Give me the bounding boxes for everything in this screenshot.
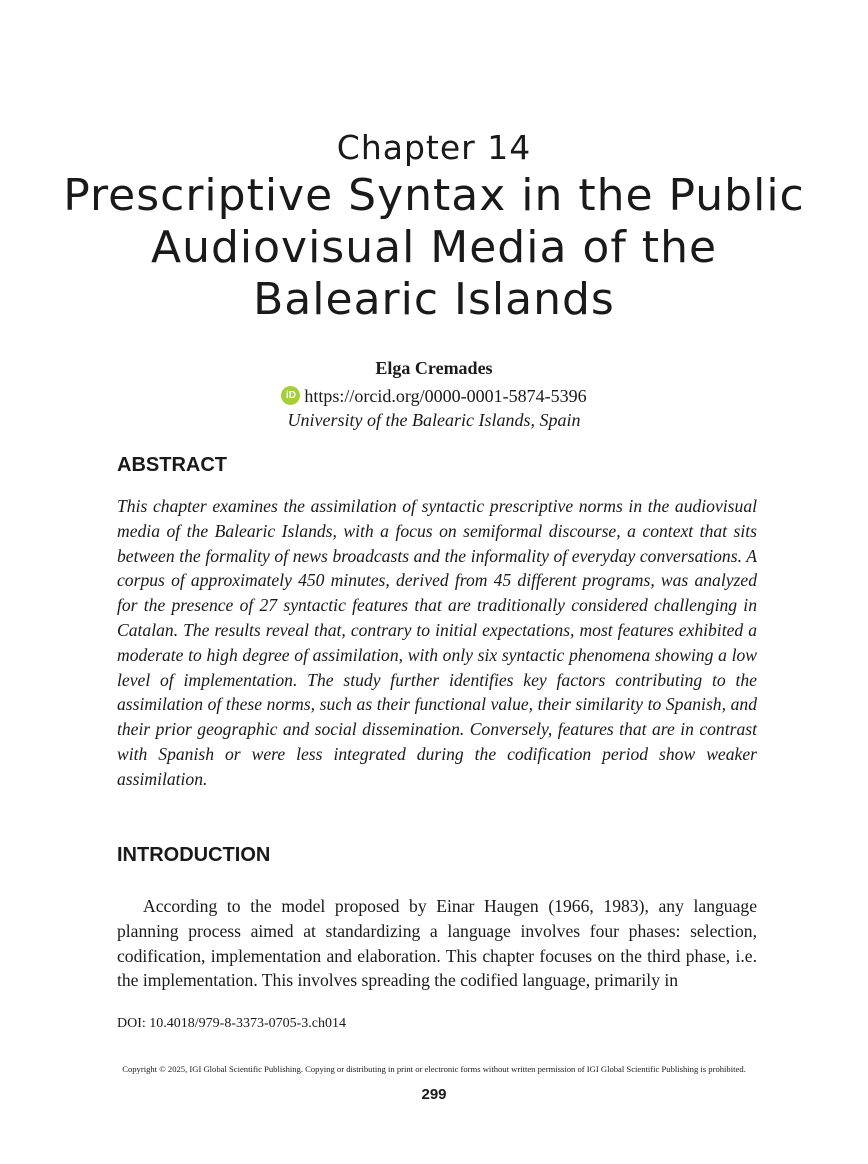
- author-affiliation: University of the Balearic Islands, Spain: [287, 409, 581, 430]
- orcid-icon: iD: [281, 386, 300, 405]
- abstract-heading: ABSTRACT: [117, 454, 227, 476]
- page-number: 299: [421, 1086, 447, 1103]
- author-name: Elga Cremades: [375, 358, 493, 378]
- abstract-text: This chapter examines the assimilation of syntactic prescriptive norms in the audiovisual media of the Balearic Islands, with a focus on semiformal discourse, a context that sits between the formality of news broadcasts and the informality of everyday conversations. A corpus of approximately 450 minutes, derived from 45 different programs, was analyzed for the presence of 27 syntactic features that are traditionally considered challenging in Catalan. The results reveal that, contrary to initial expectations, most features exhibited a moderate to high degree of assimilation, with only six syntactic phenomena showing a low level of implementation. The study further identifies key factors contributing to the assimilation of these norms, such as their functional value, their similarity to Spanish, and their prior geographic and social dissemination. Conversely, features that are in contrast with Spanish or were less integrated during the codification period show weaker assimilation.: [117, 496, 757, 789]
- orcid-row: [0, 380, 868, 408]
- doi[interactable]: DOI: 10.4018/979-8-3373-0705-3.ch014: [117, 1016, 347, 1031]
- chapter-label: Chapter 14: [336, 128, 532, 167]
- copyright-notice: Copyright © 2025, IGI Global Scientific Publishing. Copying or distributing in print or electronic forms without written permission of IGI Global Scientific Publishing is prohibited.: [122, 1064, 746, 1074]
- introduction-text: According to the model proposed by Einar Haugen (1966, 1983), any language planning process aimed at standardizing a language involves four phases: selection, codification, implementation and elaboration. This chapter focuses on the third phase, i.e. the implementation. This involves spreading the codified language, primarily in: [117, 896, 757, 991]
- author-block: [0, 356, 868, 432]
- introduction-heading: INTRODUCTION: [117, 844, 271, 866]
- orcid-link[interactable]: https://orcid.org/0000-0001-5874-5396: [304, 385, 587, 406]
- chapter-title: Prescriptive Syntax in the Public Audiovisual Media of the Balearic Islands: [63, 170, 805, 325]
